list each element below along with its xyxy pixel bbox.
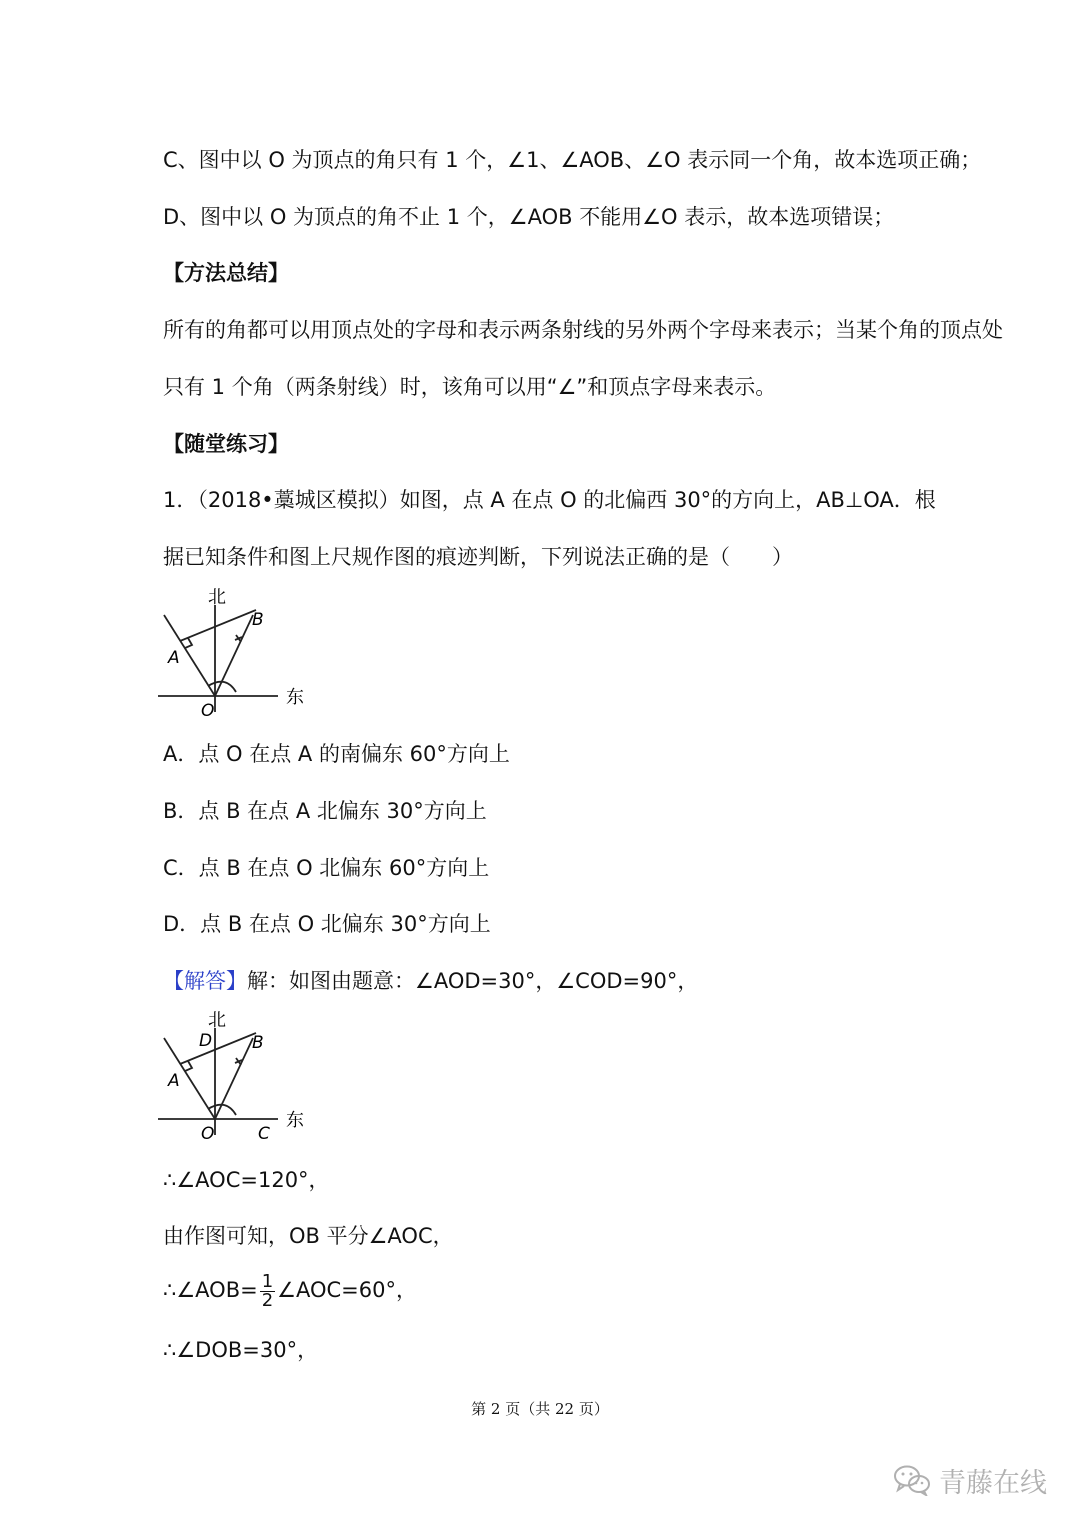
method-summary-heading: 【方法总结】 [163,261,289,285]
question-figure [158,585,318,720]
north-label-2: 北 [208,1010,226,1031]
option-c: C．点 B 在点 O 北偏东 60°方向上 [163,856,490,880]
point-b-label-2: B [252,1033,264,1053]
watermark-text: 青藤在线 [939,1467,1047,1499]
fraction-numerator: 1 [261,1270,274,1292]
east-label: 东 [286,687,304,708]
option-d-analysis: D、图中以 O 为顶点的角不止 1 个，∠AOB 不能用∠O 表示，故本选项错误； [163,205,895,229]
option-a: A．点 O 在点 A 的南偏东 60°方向上 [163,742,510,766]
solution-step-3 [163,1270,417,1310]
point-b-label: B [252,610,264,630]
option-c-analysis: C、图中以 O 为顶点的角只有 1 个，∠1、∠AOB、∠O 表示同一个角，故本选项正确； [163,148,982,172]
answer-text: 解：如图由题意：∠AOD=30°，∠COD=90°， [247,969,699,993]
point-c-label: C [258,1124,270,1143]
north-label: 北 [208,587,226,608]
page-footer: 第 2 页（共 22 页） [471,1400,609,1418]
option-b: B．点 B 在点 A 北偏东 30°方向上 [163,799,487,823]
wechat-icon [893,1464,931,1496]
point-o-label-2: O [201,1124,215,1143]
point-d-label: D [199,1031,213,1051]
point-a-label: A [168,648,180,668]
step3-prefix: ∴∠AOB= [163,1278,258,1302]
watermark [893,1458,1053,1502]
question-line-2: 据已知条件和图上尺规作图的痕迹判断，下列说法正确的是（ ） [163,545,793,569]
fraction-denominator: 2 [261,1289,274,1311]
practice-heading: 【随堂练习】 [163,432,289,456]
answer-tag: 【解答】 [163,969,247,993]
point-a-label-2: A [168,1071,180,1091]
solution-step-1: ∴∠AOC=120°， [163,1168,330,1192]
answer-figure [158,1008,318,1143]
option-d: D．点 B 在点 O 北偏东 30°方向上 [163,912,491,936]
step3-suffix: ∠AOC=60°， [277,1278,418,1302]
method-summary-line-1: 所有的角都可以用顶点处的字母和表示两条射线的另外两个字母来表示；当某个角的顶点处 [163,318,1003,342]
solution-step-2: 由作图可知，OB 平分∠AOC， [163,1224,454,1248]
method-summary-line-2: 只有 1 个角（两条射线）时，该角可以用“∠”和顶点字母来表示。 [163,375,777,399]
point-o-label: O [201,701,215,720]
answer-line [163,967,698,995]
east-label-2: 东 [286,1110,304,1131]
question-line-1: 1．（2018•藁城区模拟）如图，点 A 在点 O 的北偏西 30°的方向上，AB⊥OA．根 [163,488,936,512]
solution-step-4: ∴∠DOB=30°， [163,1338,319,1362]
fraction-one-half [260,1270,275,1311]
